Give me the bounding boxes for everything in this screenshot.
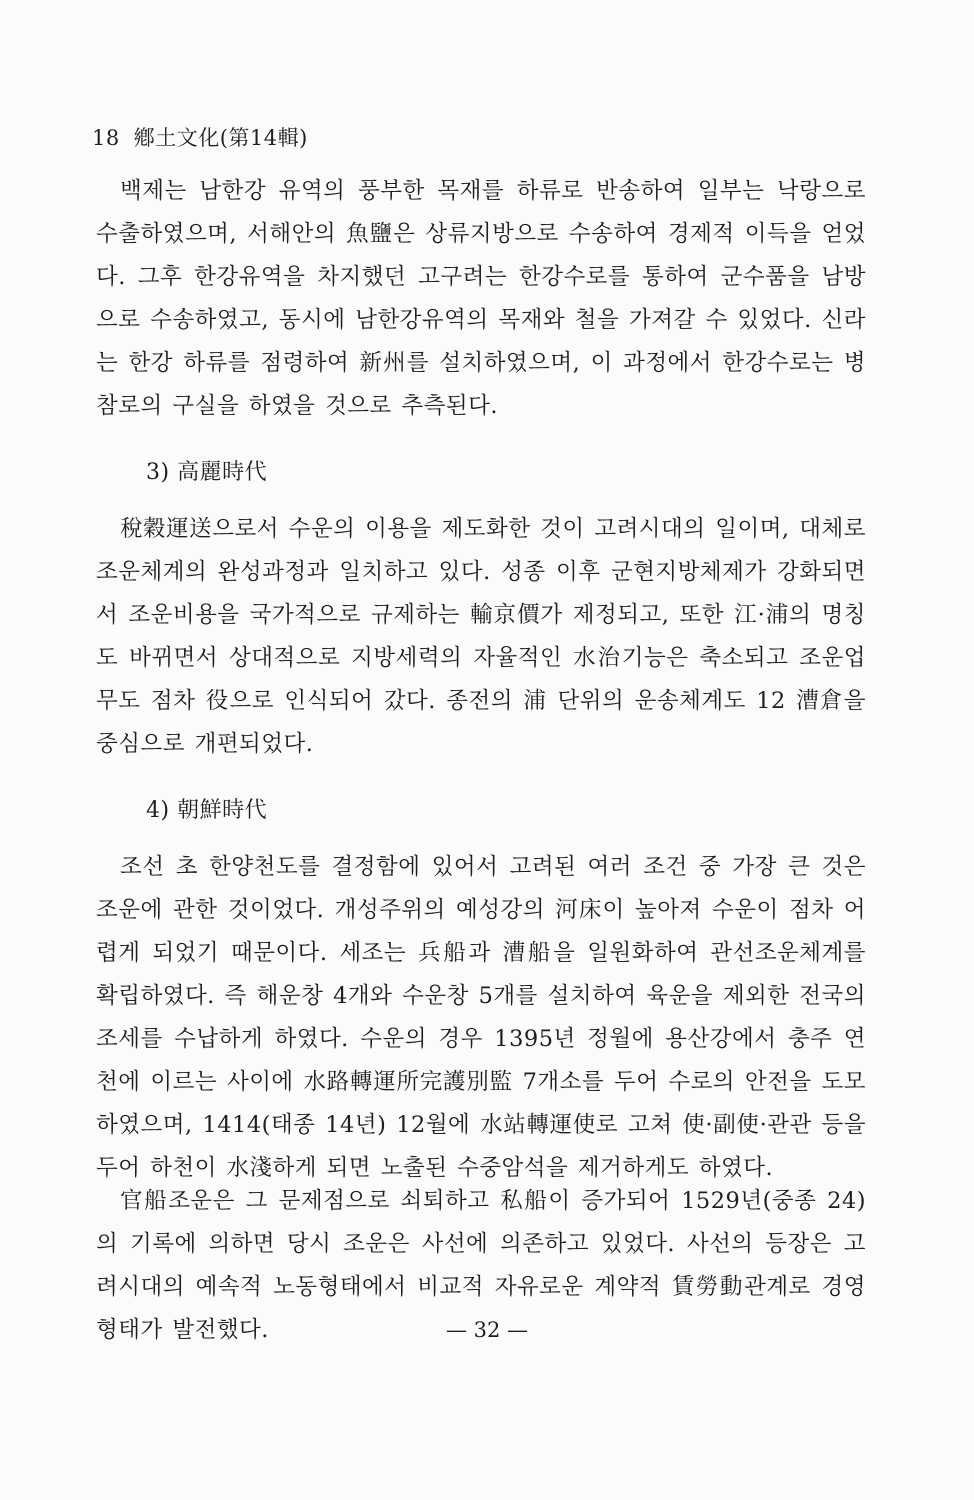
paragraph-joseon	[96, 846, 866, 1190]
paragraph-text: 조선 초 한양천도를 결정함에 있어서 고려된 여러 조건 중 가장 큰 것은 조운에 관한 것이었다. 개성주위의 예성강의 河床이 높아져 수운이 점차 어렵게 되었기 때문이다. 세조는 兵船과 漕船을 일원화하여 관선조운체계를 확립하였다. 즉 해운창 4개와 수운창 5개를 설치하여 육운을 제외한 전국의 조세를 수납하게 하였다. 수운의 경우 1395년 정월에 용산강에서 충주 연천에 이르는 사이에 水路轉運所完護別監 7개소를 두어 수로의 안전을 도모하였으며, 1414(태종 14년) 12월에 水站轉運使로 고쳐 使·副使·관관 등을 두어 하천이 水淺하게 되면 노출된 수중암석을 제거하게도 하였다.	[96, 854, 866, 1181]
section-heading-joseon: 4) 朝鮮時代	[146, 798, 268, 823]
paragraph-goryeo	[96, 508, 866, 766]
page-number: — 32 —	[445, 1318, 529, 1342]
paragraph-text: 官船조운은 그 문제점으로 쇠퇴하고 私船이 증가되어 1529년(중종 24)의 기록에 의하면 당시 조운은 사선에 의존하고 있었다. 사선의 등장은 고려시대의 예속적 노동형태에서 비교적 자유로운 계약적 賃勞動관계로 경영형태가 발전했다.	[96, 1188, 866, 1343]
journal-title: 鄕土文化(第14輯)	[133, 126, 308, 150]
paragraph-text: 백제는 남한강 유역의 풍부한 목재를 하류로 반송하여 일부는 낙랑으로 수출하였으며, 서해안의 魚鹽은 상류지방으로 수송하여 경제적 이득을 얻었다. 그후 한강유역을 차지했던 고구려는 한강수로를 통하여 군수품을 남방으로 수송하였고, 동시에 남한강유역의 목재와 철을 가져갈 수 있었다. 신라는 한강 하류를 점령하여 新州를 설치하였으며, 이 과정에서 한강수로는 병참로의 구실을 하였을 것으로 추측된다.	[96, 178, 866, 419]
running-header	[92, 122, 308, 152]
paragraph-text: 稅穀運送으로서 수운의 이용을 제도화한 것이 고려시대의 일이며, 대체로 조운체계의 완성과정과 일치하고 있다. 성종 이후 군현지방체제가 강화되면서 조운비용을 국가적으로 규제하는 輸京價가 제정되고, 또한 江·浦의 명칭도 바뀌면서 상대적으로 지방세력의 자율적인 水治기능은 축소되고 조운업무도 점차 役으로 인식되어 갔다. 종전의 浦 단위의 운송체계도 12 漕倉을 중심으로 개편되었다.	[96, 516, 866, 757]
paragraph-baekje-silla	[96, 170, 866, 428]
header-page-number: 18	[92, 126, 120, 150]
section-heading-goryeo: 3) 高麗時代	[146, 460, 268, 485]
